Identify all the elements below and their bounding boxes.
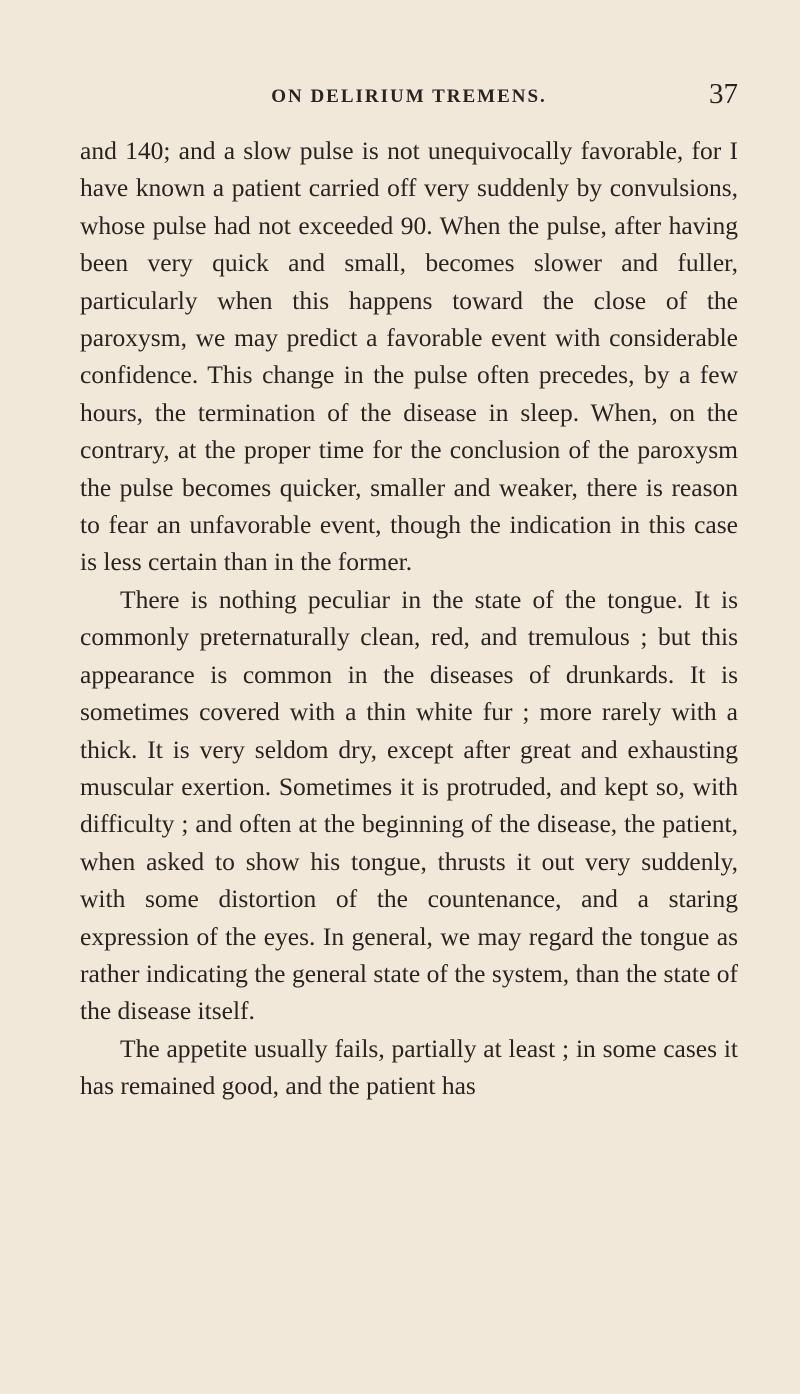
running-head: ON DELIRIUM TREMENS.: [271, 86, 547, 107]
page-number: 37: [709, 78, 738, 110]
body-text: [80, 132, 738, 1105]
page-header: [80, 78, 738, 118]
paragraph-appetite: The appetite usually fails, partially at least ; in some cases it has remained good, and the patient has: [80, 1033, 738, 1101]
paragraph-tongue: There is nothing peculiar in the state of the tongue. It is commonly preternaturally clean, red, and tremulous ; but this appearance is common in the diseases of drunkards. It is sometimes covered with a thin white fur ; more rarely with a thick. It is very seldom dry, except after great and exhausting muscular exertion. Sometimes it is protruded, and kept so, with difficulty ; and often at the beginning of the disease, the patient, when asked to show his tongue, thrusts it out very suddenly, with some distortion of the countenance, and a staring expression of the eyes. In general, we may regard the tongue as rather indicating the general state of the system, than the state of the disease itself.: [80, 584, 738, 1026]
paragraph-pulse: and 140; and a slow pulse is not unequivocally favorable, for I have known a patient carried off very suddenly by convulsions, whose pulse had not exceeded 90. When the pulse, after having been very quick and small, becomes slower and fuller, particularly when this happens toward the close of the paroxysm, we may predict a favorable event with considerable confidence. This change in the pulse often precedes, by a few hours, the termination of the disease in sleep. When, on the contrary, at the proper time for the conclusion of the paroxysm the pulse becomes quicker, smaller and weaker, there is reason to fear an unfavorable event, though the indication in this case is less certain than in the former.: [80, 136, 738, 577]
